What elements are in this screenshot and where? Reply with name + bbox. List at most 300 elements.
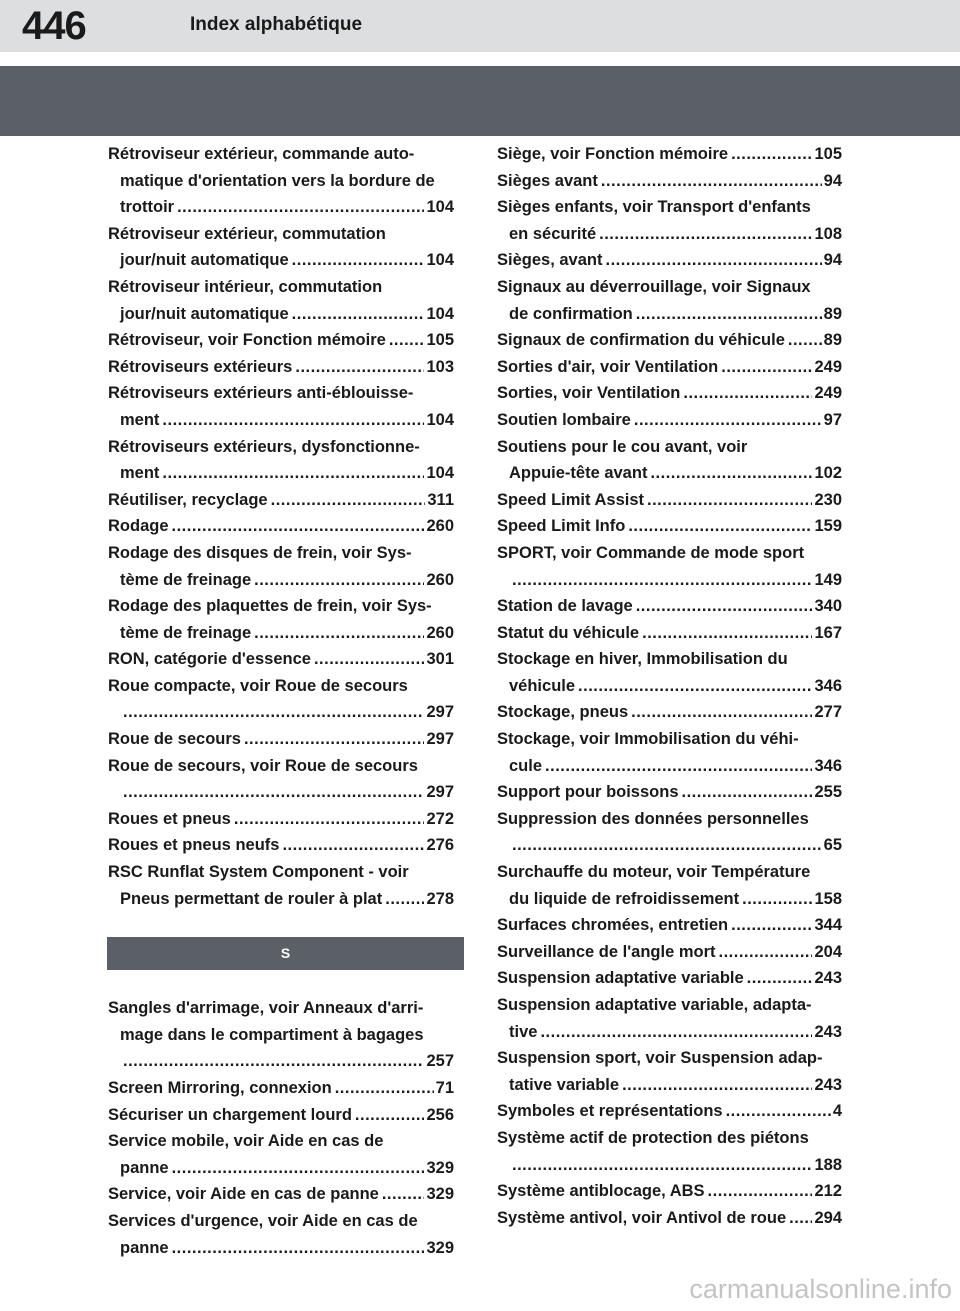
dot-leader [389, 327, 425, 354]
index-page-ref: 167 [814, 623, 842, 642]
index-entry [497, 939, 842, 966]
index-entry-text: Services d'urgence, voir Aide en cas de [108, 1211, 418, 1230]
dot-leader [123, 699, 424, 726]
index-entry-line [497, 806, 842, 833]
index-page-ref: 212 [814, 1182, 842, 1201]
index-entry [108, 832, 454, 859]
index-entry-line [108, 779, 454, 806]
index-page-ref: 89 [823, 304, 842, 323]
index-entry-text: Rétroviseur extérieur, commutation [108, 224, 386, 243]
section-letter-bar: S [107, 937, 464, 970]
index-page-ref: 105 [814, 145, 842, 163]
index-entry-text: Stockage en hiver, Immobilisation du [497, 650, 788, 669]
index-entry [497, 806, 842, 859]
index-entry-line [108, 247, 454, 274]
dot-leader [601, 168, 822, 195]
index-entry-text: en sécurité [509, 224, 597, 243]
index-entry-text: Station de lavage [497, 597, 633, 616]
index-entry-text: Surfaces chromées, entretien [497, 916, 729, 935]
index-entry [108, 327, 454, 354]
index-list-s [108, 995, 454, 1261]
index-entry-line [497, 168, 842, 195]
index-entry-line [108, 487, 454, 514]
index-entry [497, 380, 842, 407]
index-page-ref: 4 [832, 1102, 842, 1121]
index-entry-line [497, 726, 842, 753]
index-entry [108, 380, 454, 433]
index-entry-text: mage dans le compartiment à bagages [120, 1025, 424, 1044]
index-entry-text: de confirmation [509, 304, 633, 323]
index-entry-line [108, 620, 454, 647]
index-page-ref: 108 [814, 224, 842, 243]
dot-leader [731, 141, 812, 168]
index-entry-line [108, 274, 454, 301]
index-entry-text: Roue de secours, voir Roue de secours [108, 756, 418, 775]
dot-leader [271, 487, 426, 514]
index-entry-text: Stockage, pneus [497, 703, 629, 722]
index-entry-line [108, 995, 454, 1022]
index-entry [108, 1128, 454, 1181]
index-entry-text: Screen Mirroring, connexion [108, 1079, 332, 1097]
index-entry [497, 327, 842, 354]
index-entry-line [108, 726, 454, 753]
index-entry-text: Rétroviseurs extérieurs, dysfonctionne- [108, 437, 420, 456]
index-page-ref: 243 [814, 1022, 842, 1041]
dot-leader [578, 673, 812, 700]
index-entry [497, 620, 842, 647]
dot-leader [605, 247, 821, 274]
dot-leader [634, 407, 822, 434]
index-entry-text: Soutiens pour le cou avant, voir [497, 437, 748, 456]
index-entry-text: tive [509, 1022, 538, 1041]
index-entry-line [497, 939, 842, 966]
index-page-ref: 159 [814, 517, 842, 536]
index-entry-line [497, 301, 842, 328]
index-page-ref: 346 [814, 756, 842, 775]
dot-leader [742, 886, 812, 913]
index-entry-text: Rétroviseur intérieur, commutation [108, 277, 383, 296]
index-entry-line [497, 1125, 842, 1152]
index-entry-line [497, 247, 842, 274]
index-page-ref: 105 [426, 331, 454, 350]
index-entry-line [108, 1128, 454, 1155]
index-entry-text: Système antivol, voir Antivol de roue [497, 1208, 787, 1227]
index-entry-line [108, 699, 454, 726]
index-entry [497, 540, 842, 593]
watermark: carmanualsonline.info [689, 1274, 952, 1304]
index-entry-text: Suppression des données personnelles [497, 809, 809, 828]
dot-leader [628, 513, 812, 540]
index-entry-line [497, 779, 842, 806]
index-entry-text: Surveillance de l'angle mort [497, 942, 716, 961]
index-entry-line [497, 1205, 842, 1232]
index-entry [108, 354, 454, 381]
index-entry [108, 593, 454, 646]
index-entry-line [497, 141, 842, 168]
dot-leader [636, 593, 813, 620]
index-entry-line [108, 540, 454, 567]
dot-leader [731, 912, 812, 939]
dot-leader [292, 247, 425, 274]
index-entry-text: matique d'orientation vers la bordure de [120, 171, 435, 190]
dot-leader [622, 1072, 812, 1099]
index-entry [497, 1178, 842, 1205]
index-entry-line [108, 753, 454, 780]
index-entry [108, 141, 454, 221]
index-entry-line [108, 513, 454, 540]
index-entry [497, 992, 842, 1045]
index-entry-line [497, 1045, 842, 1072]
dot-leader [512, 1152, 812, 1179]
index-entry-text: Rétroviseurs extérieurs anti-éblouisse- [108, 384, 414, 403]
section-title: Index alphabétique [190, 14, 363, 35]
index-entry-text: Sécuriser un chargement lourd [108, 1105, 352, 1124]
index-entry-text: trottoir [120, 198, 175, 217]
index-page-ref: 260 [426, 623, 454, 642]
index-entry-text: Rétroviseur, voir Fonction mémoire [108, 331, 386, 350]
index-entry-text: Roues et pneus neufs [108, 836, 280, 855]
index-entry-text: Sièges avant [497, 171, 598, 190]
index-entry [497, 726, 842, 779]
index-entry-text: jour/nuit automatique [120, 251, 289, 270]
index-page-ref: 149 [814, 570, 842, 589]
index-entry-text: Stockage, voir Immobilisation du véhi- [497, 730, 799, 749]
index-entry-text: tème de freinage [120, 570, 252, 589]
index-entry [497, 965, 842, 992]
index-entry-text: RSC Runflat System Component - voir [108, 863, 409, 882]
index-entry-line [108, 168, 454, 195]
index-entry-line [108, 407, 454, 434]
index-entry-line [497, 620, 842, 647]
index-entry-text: Service mobile, voir Aide en cas de [108, 1132, 384, 1151]
index-page-ref: 297 [426, 730, 454, 749]
index-column-left [108, 141, 454, 1261]
index-entry-text: SPORT, voir Commande de mode sport [497, 543, 805, 562]
index-entry [108, 1102, 454, 1129]
dot-leader [162, 460, 424, 487]
index-page-ref: 297 [426, 783, 454, 802]
dot-leader [726, 1098, 831, 1125]
index-entry-line [497, 513, 842, 540]
index-page-ref: 204 [814, 942, 842, 961]
dot-leader [123, 779, 424, 806]
index-entry-line [497, 1019, 842, 1046]
index-entry-line [108, 1022, 454, 1049]
index-entry-line [497, 965, 842, 992]
index-entry [108, 1208, 454, 1261]
index-page-ref: 278 [426, 889, 454, 908]
index-entry-line [497, 1152, 842, 1179]
dot-leader [335, 1075, 434, 1102]
index-entry-text: Surchauffe du moteur, voir Température [497, 863, 811, 882]
index-page-ref: 294 [814, 1208, 842, 1227]
index-entry [497, 779, 842, 806]
index-page-ref: 276 [426, 836, 454, 855]
index-entry-line [497, 1178, 842, 1205]
index-entry-text: Statut du véhicule [497, 623, 640, 642]
index-page-ref: 329 [426, 1238, 454, 1257]
index-entry-text: Sorties d'air, voir Ventilation [497, 357, 719, 376]
index-entry-text: panne [120, 1158, 169, 1177]
index-page-ref: 104 [426, 464, 454, 483]
index-entry-line [497, 194, 842, 221]
index-entry-line [108, 673, 454, 700]
index-entry [108, 726, 454, 753]
index-page-ref: 103 [426, 357, 454, 376]
dot-leader [314, 646, 425, 673]
index-page-ref: 340 [814, 597, 842, 616]
index-entry-text: Signaux de confirmation du véhicule [497, 331, 785, 350]
dot-leader [599, 221, 812, 248]
index-entry-line [108, 567, 454, 594]
dot-leader [234, 806, 425, 833]
dot-leader [292, 301, 425, 328]
index-entry-text: du liquide de refroidissement [509, 889, 740, 908]
dot-leader [683, 380, 812, 407]
index-page-ref: 94 [823, 251, 842, 270]
index-entry-text: Suspension adaptative variable [497, 969, 744, 988]
dot-leader [162, 407, 424, 434]
index-entry [108, 1181, 454, 1208]
index-entry-line [497, 912, 842, 939]
index-entry [497, 1098, 842, 1125]
index-entry [497, 1045, 842, 1098]
dot-leader [512, 832, 822, 859]
index-page-ref: 344 [814, 916, 842, 935]
dot-leader [545, 753, 812, 780]
dot-leader [295, 354, 424, 381]
index-entry [497, 1125, 842, 1178]
index-entry-text: Suspension sport, voir Suspension adap- [497, 1049, 823, 1068]
index-entry [108, 221, 454, 274]
index-entry-text: Siège, voir Fonction mémoire [497, 145, 729, 163]
index-entry-text: Rodage des plaquettes de frein, voir Sys- [108, 597, 432, 616]
index-entry [108, 806, 454, 833]
index-entry-line [497, 1072, 842, 1099]
index-entry-line [108, 1075, 454, 1102]
index-entry-line [497, 460, 842, 487]
index-entry-line [497, 221, 842, 248]
index-entry-text: ment [120, 410, 160, 429]
index-entry [497, 274, 842, 327]
dot-leader [636, 301, 822, 328]
index-entry-text: RON, catégorie d'essence [108, 650, 311, 669]
index-page-ref: 346 [814, 676, 842, 695]
index-entry-text: Service, voir Aide en cas de panne [108, 1185, 379, 1204]
index-page-ref: 71 [435, 1079, 454, 1097]
index-entry-text: Suspension adaptative variable, adapta- [497, 996, 812, 1014]
index-entry [497, 1205, 842, 1232]
index-entry-line [108, 141, 454, 168]
index-entry [108, 646, 454, 673]
index-entry-line [497, 992, 842, 1019]
index-page-ref: 297 [426, 703, 454, 722]
index-entry-text: jour/nuit automatique [120, 304, 289, 323]
index-page-ref: 102 [814, 464, 842, 483]
index-page-ref: 255 [814, 783, 842, 802]
index-page-ref: 65 [823, 836, 842, 855]
index-entry-line [497, 567, 842, 594]
index-entry-line [108, 832, 454, 859]
index-entry-text: Roue compacte, voir Roue de secours [108, 676, 408, 695]
index-entry [108, 513, 454, 540]
index-entry-text: Rodage [108, 517, 169, 536]
index-entry [108, 487, 454, 514]
dot-leader [282, 832, 424, 859]
index-list-r [108, 141, 454, 912]
index-entry-line [497, 354, 842, 381]
index-page-ref: 158 [814, 889, 842, 908]
index-entry-text: Sorties, voir Ventilation [497, 384, 681, 403]
index-entry-line [108, 434, 454, 461]
index-page-ref: 104 [426, 251, 454, 270]
index-entry-line [497, 327, 842, 354]
dot-leader [254, 567, 424, 594]
index-entry [108, 673, 454, 726]
index-page-ref: 249 [814, 357, 842, 376]
index-entry-line [108, 380, 454, 407]
index-entry [108, 540, 454, 593]
dot-leader [719, 939, 813, 966]
index-entry-line [497, 487, 842, 514]
index-page-ref: 301 [426, 650, 454, 669]
index-entry-text: Rétroviseurs extérieurs [108, 357, 293, 376]
dot-leader [172, 513, 425, 540]
index-entry-line [497, 593, 842, 620]
dot-leader [642, 620, 812, 647]
dot-leader [254, 620, 424, 647]
index-entry-line [108, 1155, 454, 1182]
index-entry [108, 274, 454, 327]
index-entry-line [497, 434, 842, 461]
header-band [0, 66, 960, 136]
index-entry-text: Rétroviseur extérieur, commande auto- [108, 145, 415, 163]
index-entry-line [108, 460, 454, 487]
dot-leader [647, 487, 812, 514]
index-page-ref: 329 [426, 1185, 454, 1204]
index-entry [497, 247, 842, 274]
index-entry-text: véhicule [509, 676, 576, 695]
index-entry-text: Sièges enfants, voir Transport d'enfants [497, 198, 811, 217]
index-entry-text: Sièges, avant [497, 251, 603, 270]
index-page-ref: 188 [814, 1155, 842, 1174]
index-entry-text: Pneus permettant de rouler à plat [120, 889, 383, 908]
dot-leader [172, 1235, 425, 1262]
dot-leader [747, 965, 813, 992]
index-page-ref: 329 [426, 1158, 454, 1177]
index-entry [497, 141, 842, 168]
dot-leader [721, 354, 812, 381]
index-column-right [497, 141, 842, 1231]
index-entry-line [108, 221, 454, 248]
index-page-ref: 97 [823, 410, 842, 429]
index-entry [497, 168, 842, 195]
dot-leader [172, 1155, 425, 1182]
index-entry-line [108, 1208, 454, 1235]
index-entry-text: tative variable [509, 1075, 620, 1094]
index-entry-line [497, 753, 842, 780]
index-entry-line [108, 593, 454, 620]
index-page-ref: 243 [814, 1075, 842, 1094]
index-entry-line [108, 354, 454, 381]
index-page-ref: 89 [823, 331, 842, 350]
index-entry [497, 194, 842, 247]
dot-leader [631, 699, 812, 726]
index-entry-text: cule [509, 756, 543, 775]
index-entry-line [108, 646, 454, 673]
index-entry-text: tème de freinage [120, 623, 252, 642]
index-entry [108, 434, 454, 487]
dot-leader [512, 567, 812, 594]
index-entry [497, 434, 842, 487]
index-entry-line [497, 673, 842, 700]
index-entry-line [497, 859, 842, 886]
dot-leader [788, 327, 822, 354]
index-page-ref: 243 [814, 969, 842, 988]
index-entry-line [108, 886, 454, 913]
index-entry [497, 513, 842, 540]
index-entry [497, 859, 842, 912]
index-page-ref: 249 [814, 384, 842, 403]
index-entry [108, 859, 454, 912]
index-page-ref: 260 [426, 570, 454, 589]
index-entry [497, 407, 842, 434]
index-page-ref: 272 [426, 809, 454, 828]
index-page-ref: 256 [426, 1105, 454, 1124]
dot-leader [177, 194, 424, 221]
index-entry-line [497, 886, 842, 913]
index-page-ref: 277 [814, 703, 842, 722]
index-page-ref: 257 [426, 1052, 454, 1071]
index-entry-text: Réutiliser, recyclage [108, 490, 268, 509]
index-entry-text: Roues et pneus [108, 809, 231, 828]
index-entry-text: Sangles d'arrimage, voir Anneaux d'arri- [108, 999, 424, 1018]
dot-leader [355, 1102, 425, 1129]
dot-leader [708, 1178, 813, 1205]
index-entry-line [497, 699, 842, 726]
index-entry-line [108, 327, 454, 354]
dot-leader [123, 1048, 424, 1075]
index-page-ref: 94 [823, 171, 842, 190]
index-entry-line [108, 1048, 454, 1075]
index-entry-line [108, 1102, 454, 1129]
index-entry-line [497, 380, 842, 407]
index-entry-text: Système antiblocage, ABS [497, 1182, 705, 1201]
page-header [0, 0, 960, 52]
index-entry-text: Symboles et représentations [497, 1102, 723, 1121]
index-entry-line [497, 540, 842, 567]
dot-leader [244, 726, 425, 753]
index-page-ref: 104 [426, 410, 454, 429]
index-entry [108, 995, 454, 1075]
index-entry-text: Support pour boissons [497, 783, 679, 802]
index-entry-line [497, 832, 842, 859]
dot-leader [789, 1205, 812, 1232]
index-entry-line [497, 274, 842, 301]
index-entry [497, 646, 842, 699]
index-entry [497, 912, 842, 939]
dot-leader [650, 460, 812, 487]
index-entry-line [108, 194, 454, 221]
index-entry-text: Speed Limit Assist [497, 490, 645, 509]
index-entry [497, 354, 842, 381]
index-list-s-continued [497, 141, 842, 1231]
index-entry [497, 699, 842, 726]
index-entry-line [108, 1181, 454, 1208]
index-page-ref: 104 [426, 304, 454, 323]
index-entry-text: ment [120, 464, 160, 483]
index-entry-text: Speed Limit Info [497, 517, 626, 536]
